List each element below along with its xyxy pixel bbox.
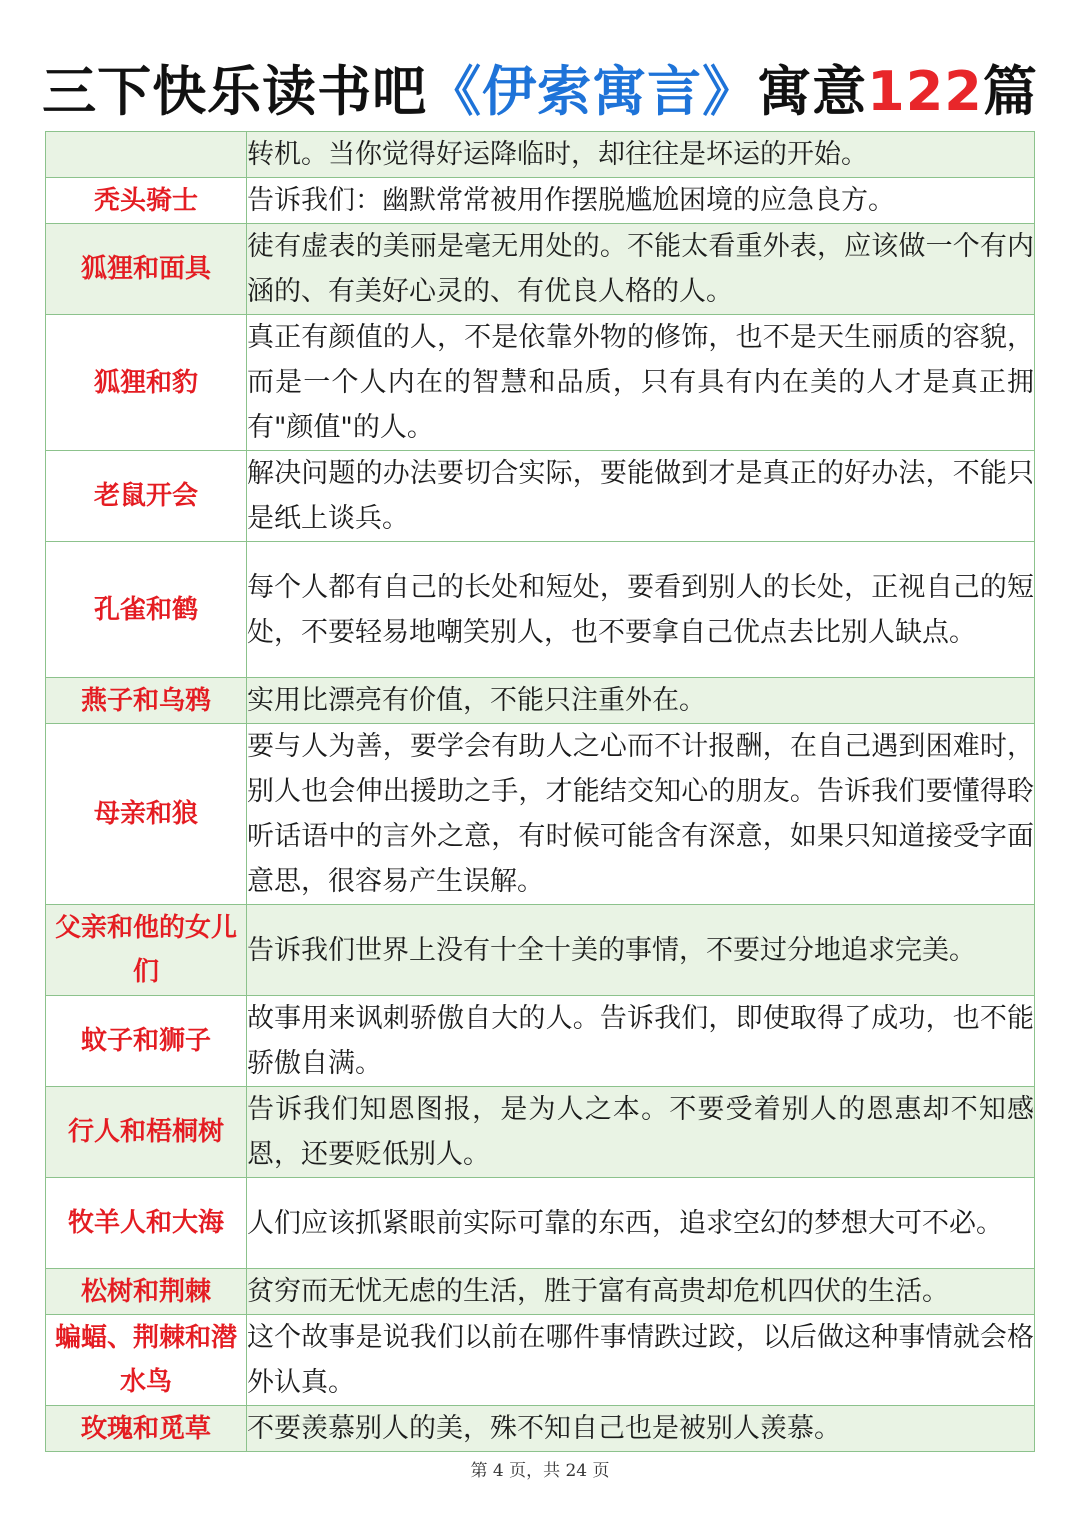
table-row bbox=[46, 1269, 1035, 1315]
fable-title-cell: 狐狸和豹 bbox=[46, 315, 247, 451]
fable-moral-cell: 不要羡慕别人的美，殊不知自己也是被别人羡慕。 bbox=[247, 1406, 1035, 1452]
title-prefix: 三下快乐读书吧 bbox=[42, 60, 428, 123]
fable-moral-cell: 徒有虚表的美丽是毫无用处的。不能太看重外表，应该做一个有内涵的、有美好心灵的、有优良人格的人。 bbox=[247, 224, 1035, 315]
title-middle: 寓意 bbox=[757, 60, 868, 123]
fable-moral-table bbox=[45, 131, 1035, 1452]
fable-title-cell: 孔雀和鹤 bbox=[46, 542, 247, 678]
page-title bbox=[0, 52, 1080, 132]
table-row bbox=[46, 542, 1035, 678]
table-row bbox=[46, 724, 1035, 905]
fable-moral-cell: 要与人为善，要学会有助人之心而不计报酬，在自己遇到困难时，别人也会伸出援助之手，才能结交知心的朋友。告诉我们要懂得聆听话语中的言外之意，有时候可能含有深意，如果只知道接受字面意思，很容易产生误解。 bbox=[247, 724, 1035, 905]
table-row bbox=[46, 224, 1035, 315]
table-row bbox=[46, 1406, 1035, 1452]
fable-moral-cell: 人们应该抓紧眼前实际可靠的东西，追求空幻的梦想大可不必。 bbox=[247, 1178, 1035, 1269]
fable-title-cell: 蚊子和狮子 bbox=[46, 996, 247, 1087]
fable-moral-cell: 故事用来讽刺骄傲自大的人。告诉我们，即使取得了成功，也不能骄傲自满。 bbox=[247, 996, 1035, 1087]
table-row bbox=[46, 1087, 1035, 1178]
fable-title-cell: 母亲和狼 bbox=[46, 724, 247, 905]
fable-title-cell: 父亲和他的女儿们 bbox=[46, 905, 247, 996]
fable-title-cell: 牧羊人和大海 bbox=[46, 1178, 247, 1269]
page-number-footer: 第 4 页，共 24 页 bbox=[470, 1461, 610, 1481]
table-row bbox=[46, 315, 1035, 451]
fable-title-cell: 秃头骑士 bbox=[46, 178, 247, 224]
title-count: 122 bbox=[867, 60, 983, 123]
fable-moral-cell: 告诉我们：幽默常常被用作摆脱尴尬困境的应急良方。 bbox=[247, 178, 1035, 224]
fable-title-cell: 蝙蝠、荆棘和潜水鸟 bbox=[46, 1315, 247, 1406]
table-row bbox=[46, 178, 1035, 224]
fable-moral-cell: 转机。当你觉得好运降临时，却往往是坏运的开始。 bbox=[247, 132, 1035, 178]
fable-moral-cell: 告诉我们世界上没有十全十美的事情，不要过分地追求完美。 bbox=[247, 905, 1035, 996]
fable-moral-cell: 真正有颜值的人，不是依靠外物的修饰，也不是天生丽质的容貌，而是一个人内在的智慧和品质，只有具有内在美的人才是真正拥有"颜值"的人。 bbox=[247, 315, 1035, 451]
table-row bbox=[46, 678, 1035, 724]
table-row bbox=[46, 1315, 1035, 1406]
fable-title-cell: 燕子和乌鸦 bbox=[46, 678, 247, 724]
fable-moral-cell: 贫穷而无忧无虑的生活，胜于富有高贵却危机四伏的生活。 bbox=[247, 1269, 1035, 1315]
title-suffix: 篇 bbox=[982, 60, 1038, 123]
fable-moral-cell: 告诉我们知恩图报，是为人之本。不要受着别人的恩惠却不知感恩，还要贬低别人。 bbox=[247, 1087, 1035, 1178]
fable-title-cell: 玫瑰和觅草 bbox=[46, 1406, 247, 1452]
table-row bbox=[46, 451, 1035, 542]
fable-moral-cell: 每个人都有自己的长处和短处，要看到别人的长处，正视自己的短处，不要轻易地嘲笑别人，也不要拿自己优点去比别人缺点。 bbox=[247, 542, 1035, 678]
fable-title-cell: 老鼠开会 bbox=[46, 451, 247, 542]
fable-moral-cell: 这个故事是说我们以前在哪件事情跌过跤，以后做这种事情就会格外认真。 bbox=[247, 1315, 1035, 1406]
fable-title-cell: 行人和梧桐树 bbox=[46, 1087, 247, 1178]
title-book-name: 《伊索寓言》 bbox=[427, 60, 758, 123]
fable-title-cell: 狐狸和面具 bbox=[46, 224, 247, 315]
table-row bbox=[46, 1178, 1035, 1269]
table-row bbox=[46, 132, 1035, 178]
fable-title-cell: 松树和荆棘 bbox=[46, 1269, 247, 1315]
fable-moral-cell: 实用比漂亮有价值，不能只注重外在。 bbox=[247, 678, 1035, 724]
fable-table-body bbox=[46, 132, 1035, 1452]
table-row bbox=[46, 905, 1035, 996]
fable-moral-cell: 解决问题的办法要切合实际，要能做到才是真正的好办法，不能只是纸上谈兵。 bbox=[247, 451, 1035, 542]
table-row bbox=[46, 996, 1035, 1087]
fable-title-cell bbox=[46, 132, 247, 178]
